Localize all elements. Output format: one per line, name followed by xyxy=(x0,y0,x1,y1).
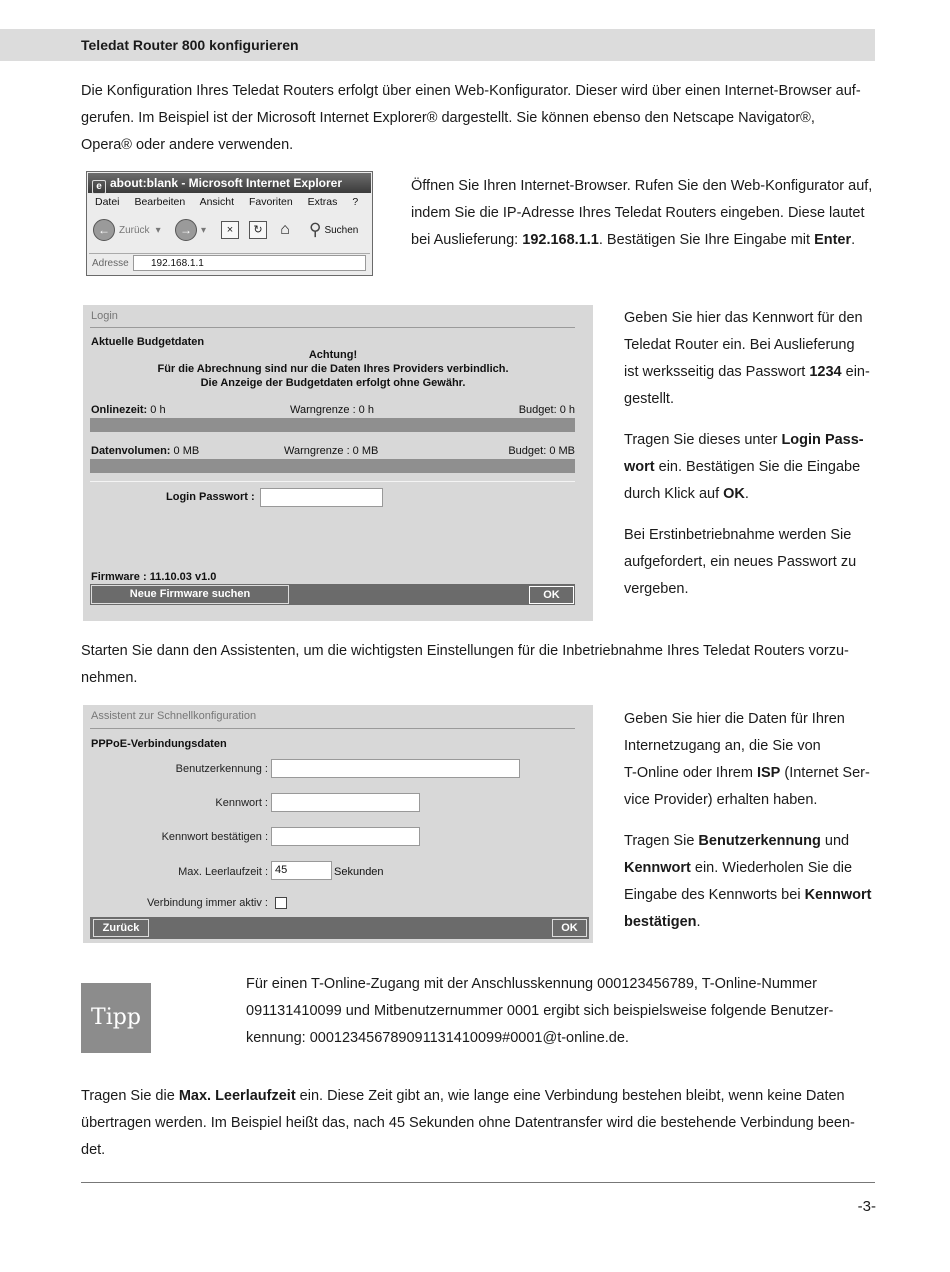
ie-logo-icon: e xyxy=(92,180,106,194)
bold-term: wort xyxy=(624,459,655,475)
password-label: Kennwort : xyxy=(215,797,268,809)
text-fragment: bei Auslieferung: xyxy=(411,232,523,248)
menu-item[interactable]: Bearbeiten xyxy=(134,196,186,208)
online-value: 0 h xyxy=(150,404,166,416)
volume-value: 0 MB xyxy=(173,445,200,457)
text-fragment: Eingabe des Kennworts bei xyxy=(624,887,805,903)
stop-icon: × xyxy=(221,221,239,239)
back-button[interactable] xyxy=(93,217,161,243)
firmware-version: 11.10.03 v1.0 xyxy=(149,571,217,583)
intro-paragraph xyxy=(81,78,881,159)
text-line: aufgefordert, ein neues Passwort zu xyxy=(624,554,857,570)
budget-section-title: Aktuelle Budgetdaten xyxy=(91,336,205,348)
text-line xyxy=(624,427,876,454)
username-label: Benutzerkennung : xyxy=(175,763,268,775)
enter-key-label: Enter xyxy=(814,232,852,248)
online-time-row xyxy=(91,404,166,416)
chevron-down-icon: ▾ xyxy=(155,224,161,236)
password-input[interactable] xyxy=(271,793,420,812)
page-title: Teledat Router 800 konfigurieren xyxy=(81,37,299,53)
pppoe-section-title: PPPoE-Verbindungsdaten xyxy=(91,738,227,750)
text-fragment: T-Online oder Ihrem xyxy=(624,765,757,781)
step2-text xyxy=(624,305,876,603)
text-fragment: ein. Wiederholen Sie die xyxy=(690,860,853,876)
assistant-panel-title: Assistent zur Schnellkonfiguration xyxy=(91,710,257,722)
menu-item[interactable]: Favoriten xyxy=(248,196,293,208)
always-on-label: Verbindung immer aktiv : xyxy=(146,897,268,909)
page-number: -3- xyxy=(857,1198,876,1215)
text-fragment: . Bestätigen Sie Ihre Eingabe mit xyxy=(598,232,815,248)
text-line xyxy=(624,481,876,508)
text-line: 091131410099 und Mitbenutzernummer 0001 ergibt sich beispielsweise folgende Benutzer- xyxy=(246,1003,834,1019)
idle-time-input[interactable]: 45 xyxy=(271,861,332,880)
assistant-intro xyxy=(81,638,881,692)
bold-term: OK xyxy=(723,486,745,502)
text-line: Geben Sie hier das Kennwort für den xyxy=(624,310,863,326)
refresh-icon: ↻ xyxy=(249,221,267,239)
text-line: det. xyxy=(81,1142,106,1158)
online-warn-limit: Warngrenze : 0 h xyxy=(290,404,374,416)
text-line: Internetzugang an, die Sie von xyxy=(624,738,821,754)
chevron-down-icon: ▾ xyxy=(201,224,207,236)
online-label: Onlinezeit: xyxy=(91,404,148,416)
firmware-label: Firmware : xyxy=(91,571,147,583)
login-panel xyxy=(83,305,593,621)
search-icon: ⚲ xyxy=(309,220,322,239)
text-line: Starten Sie dann den Assistenten, um die wichtigsten Einstellungen für die Inbetriebnahme Ihres Teledat Routers vorzu- xyxy=(81,643,849,659)
text-line xyxy=(624,828,879,855)
intro-line: gerufen. Im Beispiel ist der Microsoft Internet Explorer® dargestellt. Sie können ebenso den Netscape Navigator®, xyxy=(81,110,815,126)
back-arrow-icon: ← xyxy=(93,219,115,241)
browser-toolbar xyxy=(93,217,368,245)
default-password: 1234 xyxy=(809,364,842,380)
menu-item[interactable]: ? xyxy=(352,196,359,208)
bold-term: ISP xyxy=(756,765,781,781)
online-progress-bar xyxy=(90,418,575,432)
online-budget: Budget: 0 h xyxy=(518,404,575,416)
search-button[interactable] xyxy=(309,217,358,243)
text-line xyxy=(624,359,876,386)
new-firmware-button[interactable]: Neue Firmware suchen xyxy=(91,585,289,604)
browser-title: about:blank - Microsoft Internet Explorer xyxy=(110,176,343,190)
step1-paragraph xyxy=(411,173,881,254)
text-line: kennung: 000123456789091131410099#0001@t-online.de. xyxy=(246,1030,629,1046)
password-label: Login Passwort : xyxy=(166,491,255,503)
step3-text xyxy=(624,706,879,936)
text-fragment: durch Klick auf xyxy=(624,486,724,502)
browser-screenshot xyxy=(86,171,373,276)
assistant-panel xyxy=(83,705,593,943)
login-ok-button[interactable]: OK xyxy=(529,586,574,604)
text-fragment: ist werksseitig das Passwort xyxy=(624,364,810,380)
text-fragment: Tragen Sie dieses unter xyxy=(624,432,782,448)
refresh-button[interactable] xyxy=(249,217,267,243)
text-line: Geben Sie hier die Daten für Ihren xyxy=(624,711,845,727)
menu-item[interactable]: Datei xyxy=(95,196,120,208)
address-input[interactable]: 192.168.1.1 xyxy=(133,255,366,271)
menu-item[interactable]: Ansicht xyxy=(199,196,235,208)
text-line: indem Sie die IP-Adresse Ihres Teledat Routers eingeben. Diese lautet xyxy=(411,205,865,221)
tipp-badge: Tipp xyxy=(81,983,151,1053)
browser-titlebar xyxy=(88,173,371,193)
text-line: vice Provider) erhalten haben. xyxy=(624,792,818,808)
firmware-row xyxy=(91,571,216,583)
warning-title: Achtung! xyxy=(308,349,358,361)
bold-term: Login Pass- xyxy=(781,432,864,448)
bold-term: bestätigen xyxy=(624,914,697,930)
text-line: nehmen. xyxy=(81,670,138,686)
volume-warn-limit: Warngrenze : 0 MB xyxy=(284,445,379,457)
text-fragment: . xyxy=(851,232,856,248)
text-fragment: ein. Diese Zeit gibt an, wie lange eine Verbindung bestehen bleibt, wenn keine Daten xyxy=(295,1088,845,1104)
password-input[interactable] xyxy=(260,488,383,507)
text-line xyxy=(81,1083,881,1110)
text-line xyxy=(624,882,879,909)
divider xyxy=(90,327,575,328)
text-line: Öffnen Sie Ihren Internet-Browser. Rufen Sie den Web-Konfigurator auf, xyxy=(411,178,873,194)
intro-line: Die Konfiguration Ihres Teledat Routers erfolgt über einen Web-Konfigurator. Dieser wird über einen Internet-Browser auf- xyxy=(81,83,861,99)
text-line: Teledat Router ein. Bei Auslieferung xyxy=(624,337,855,353)
bold-term: Max. Leerlaufzeit xyxy=(178,1088,296,1104)
always-on-checkbox[interactable] xyxy=(275,897,287,909)
text-line xyxy=(624,855,879,882)
volume-budget: Budget: 0 MB xyxy=(508,445,575,457)
stop-button[interactable] xyxy=(221,217,239,243)
text-fragment: Tragen Sie die xyxy=(81,1088,179,1104)
text-fragment: ein. Bestätigen Sie die Eingabe xyxy=(654,459,861,475)
bold-term: Kennwort xyxy=(804,887,872,903)
back-button[interactable]: Zurück xyxy=(93,919,149,937)
volume-label: Datenvolumen: xyxy=(91,445,171,457)
menu-item[interactable]: Extras xyxy=(307,196,338,208)
assistant-bottom-bar xyxy=(90,917,589,939)
warning-text: Für die Abrechnung sind nur die Daten Ihres Providers verbindlich. xyxy=(157,363,509,375)
text-fragment: (Internet Ser- xyxy=(780,765,870,781)
text-line: vergeben. xyxy=(624,581,689,597)
browser-menubar xyxy=(95,196,370,208)
volume-row xyxy=(91,445,199,457)
footer-divider xyxy=(81,1182,875,1183)
login-panel-title: Login xyxy=(91,310,118,322)
text-line xyxy=(624,760,879,787)
forward-button[interactable] xyxy=(175,217,206,243)
search-label: Suchen xyxy=(324,224,359,236)
text-fragment: ein- xyxy=(841,364,870,380)
text-fragment: . xyxy=(744,486,749,502)
assistant-ok-button[interactable]: OK xyxy=(552,919,587,937)
closing-paragraph xyxy=(81,1083,881,1164)
home-button[interactable] xyxy=(277,217,293,243)
bold-term: Kennwort xyxy=(624,860,691,876)
text-fragment: . xyxy=(696,914,701,930)
confirm-password-label: Kennwort bestätigen : xyxy=(161,831,268,843)
back-label: Zurück xyxy=(119,224,150,236)
confirm-password-input[interactable] xyxy=(271,827,420,846)
warning-text: Die Anzeige der Budgetdaten erfolgt ohne Gewähr. xyxy=(200,377,466,389)
username-input[interactable] xyxy=(271,759,520,778)
text-line: Bei Erstinbetriebnahme werden Sie xyxy=(624,527,852,543)
idle-time-label: Max. Leerlaufzeit : xyxy=(178,866,268,878)
tipp-text xyxy=(246,971,876,1052)
text-fragment: Tragen Sie xyxy=(624,833,699,849)
address-bar xyxy=(89,253,370,274)
text-line: Für einen T-Online-Zugang mit der Anschlusskennung 000123456789, T-Online-Nummer xyxy=(246,976,817,992)
home-icon: ⌂ xyxy=(280,221,290,238)
idle-time-unit: Sekunden xyxy=(334,866,384,878)
text-line xyxy=(624,454,876,481)
text-fragment: und xyxy=(820,833,850,849)
text-line xyxy=(411,227,881,254)
text-line: gestellt. xyxy=(624,391,674,407)
divider xyxy=(90,728,575,729)
divider xyxy=(90,481,575,482)
text-line xyxy=(624,909,879,936)
volume-progress-bar xyxy=(90,459,575,473)
bold-term: Benutzerkennung xyxy=(698,833,821,849)
intro-line: Opera® oder andere verwenden. xyxy=(81,137,294,153)
address-label: Adresse xyxy=(92,258,129,269)
ip-address: 192.168.1.1 xyxy=(522,232,599,248)
forward-arrow-icon: → xyxy=(175,219,197,241)
text-line: übertragen werden. Im Beispiel heißt das, nach 45 Sekunden ohne Datentransfer wird die bestehende Verbindung been- xyxy=(81,1115,855,1131)
